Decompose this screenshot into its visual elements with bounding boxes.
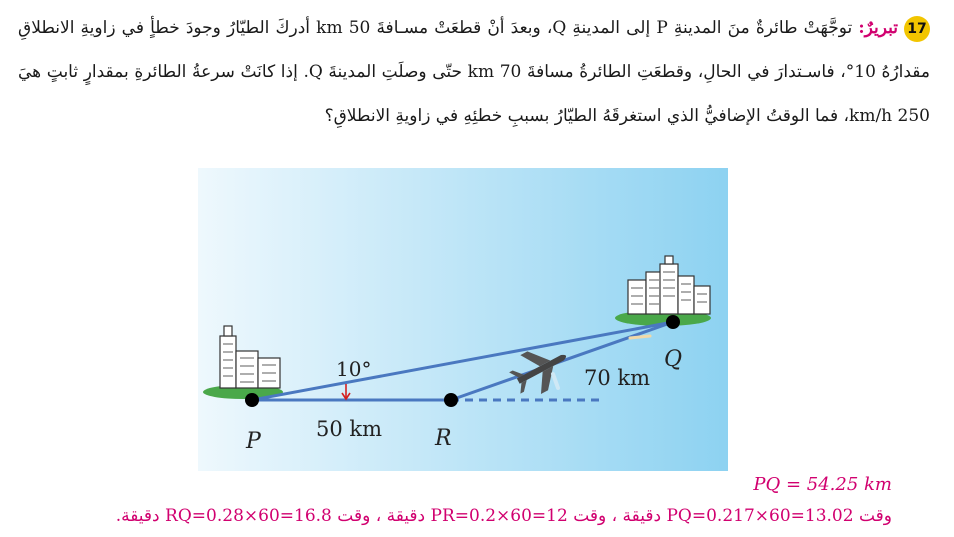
flight-diagram: [198, 168, 728, 471]
answer-times: وقت PQ=0.217×60=13.02 دقيقة ، وقت PR=0.2×60=12 دقيقة ، وقت RQ=0.28×60=16.8 دقيقة.: [115, 506, 892, 526]
problem-number-badge: 17: [904, 16, 930, 42]
point-q-dot: [666, 315, 680, 329]
rq-distance-label: 70 km: [584, 366, 651, 390]
problem-label: تبريرٌ:: [858, 18, 898, 38]
answer-pq: PQ = 54.25 km: [753, 474, 892, 495]
angle-label: 10°: [336, 357, 372, 381]
point-p-dot: [245, 393, 259, 407]
point-q-label: Q: [664, 347, 683, 372]
point-r-label: R: [435, 426, 452, 451]
contrail-q: [630, 336, 650, 338]
problem-text: توجَّهَتْ طائرةٌ منَ المدينةِ P إلى المدينةِ Q، وبعدَ أنْ قطعَتْ مسـافةَ 50 km أدركَ الطيّارُ وجودَ خطأٍ في زاويةِ الانطلاقِ مقدارُهُ 10°، فاسـتدارَ في الحالِ، وقطعَتِ الطائرةُ مسافةَ 70 km حتّى وصلَتِ المدينةَ Q. إذا كانَتْ سرعةُ الطائرةِ بمقدارٍ ثابتٍ هيَ 250 km/h، فما الوقتُ الإضافيُّ الذي استغرقَهُ الطيّارُ بسببِ خطئِهِ في زاويةِ الانطلاقِ؟: [18, 18, 931, 126]
point-r-dot: [444, 393, 458, 407]
point-p-label: P: [246, 429, 261, 454]
pr-distance-label: 50 km: [316, 417, 383, 441]
problem-statement: [18, 6, 930, 138]
